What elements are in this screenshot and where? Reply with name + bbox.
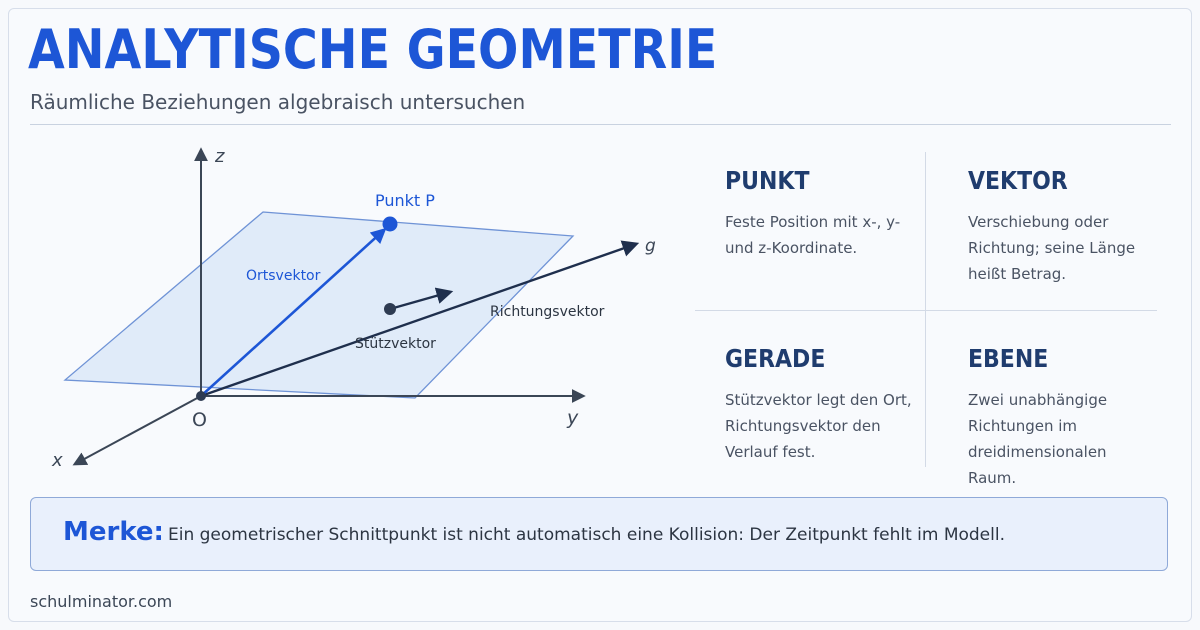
merke-box — [30, 497, 1168, 571]
footer-site: schulminator.com — [30, 592, 173, 611]
merke-text: Ein geometrischer Schnittpunkt ist nicht automatisch eine Kollision: Der Zeitpunkt fehlt im Modell. — [168, 525, 1005, 545]
card-punkt-text: Feste Position mit x-, y- und z-Koordinate. — [725, 213, 901, 257]
page-subtitle: Räumliche Beziehungen algebraisch untersuchen — [30, 90, 526, 114]
y-axis-label: y — [567, 407, 579, 429]
card-ebene-title: EBENE — [968, 344, 1049, 373]
card-vektor — [968, 166, 1158, 287]
card-gerade-text: Stützvektor legt den Ort, Richtungsvektor den Verlauf fest. — [725, 391, 912, 461]
card-ebene-text: Zwei unabhängige Richtungen im dreidimensionalen Raum. — [968, 391, 1108, 487]
line-g-label: g — [645, 236, 656, 256]
point-p-dot — [383, 217, 398, 232]
card-gerade — [725, 344, 915, 465]
card-punkt-title: PUNKT — [725, 166, 810, 195]
cards-horizontal-divider — [695, 310, 1157, 311]
card-gerade-title: GERADE — [725, 344, 826, 373]
page-title: ANALYTISCHE GEOMETRIE — [28, 18, 718, 81]
merke-label: Merke: — [63, 517, 164, 547]
stuetzpunkt-dot — [384, 303, 396, 315]
ortsvektor-label: Ortsvektor — [246, 268, 321, 284]
origin-dot — [196, 391, 206, 401]
z-axis-label: z — [215, 146, 225, 167]
point-p-label: Punkt P — [375, 191, 435, 210]
card-vektor-text: Verschiebung oder Richtung; seine Länge heißt Betrag. — [968, 213, 1136, 283]
coordinate-diagram — [0, 130, 680, 475]
card-punkt — [725, 166, 925, 261]
richtungsvektor-label: Richtungsvektor — [490, 304, 605, 320]
card-vektor-title: VEKTOR — [968, 166, 1068, 195]
x-axis-label: x — [52, 450, 63, 471]
stuetzvektor-label: Stützvektor — [355, 336, 436, 352]
header-divider — [30, 124, 1171, 125]
x-axis — [75, 396, 201, 464]
card-ebene — [968, 344, 1158, 491]
origin-label: O — [192, 409, 207, 431]
